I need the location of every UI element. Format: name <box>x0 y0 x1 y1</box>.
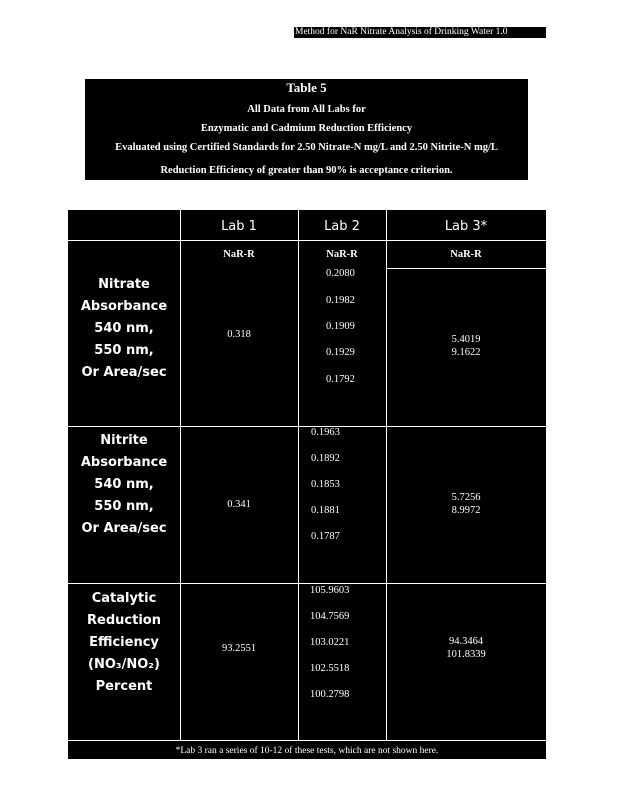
col-divider-2 <box>298 210 299 740</box>
row-label-line: 550 nm, <box>94 343 154 358</box>
efficiency-lab3-values <box>386 635 546 661</box>
row-label-line: Catalytic <box>91 591 157 606</box>
nitrite-lab3-value: 5.7256 <box>451 492 481 503</box>
running-header: Method for NaR Nitrate Analysis of Drinking Water 1.0 <box>294 27 546 38</box>
nitrate-lab2-value: 0.1982 <box>326 295 355 306</box>
efficiency-lab2-value: 102.5518 <box>310 663 350 674</box>
col-header-lab2: Lab 2 <box>324 219 360 234</box>
efficiency-lab2-value: 104.7569 <box>310 611 350 622</box>
table-footnote: *Lab 3 ran a series of 10-12 of these tests, which are not shown here. <box>175 746 439 756</box>
row-label-line: 540 nm, <box>94 477 154 492</box>
nitrite-lab3-values <box>386 491 546 517</box>
nitrate-lab2-value: 0.1792 <box>326 374 355 385</box>
row-label-line: Percent <box>95 679 153 694</box>
row-rule-2 <box>68 583 546 584</box>
nitrite-lab2-value: 0.1881 <box>311 505 340 516</box>
efficiency-lab3-value: 94.3464 <box>448 636 484 647</box>
row-label-nitrate <box>68 274 180 384</box>
nitrite-lab3-value: 8.9972 <box>451 505 481 516</box>
nitrite-lab2-value: 0.1853 <box>311 479 340 490</box>
efficiency-lab2-value: 100.2798 <box>310 689 350 700</box>
efficiency-lab3-value: 101.8339 <box>446 649 486 660</box>
row-label-line: Efficiency <box>89 635 159 650</box>
nitrate-lab3-value: 5.4019 <box>451 334 481 345</box>
nitrate-lab3-values <box>386 333 546 359</box>
row-label-line: Or Area/sec <box>81 365 167 380</box>
nitrite-lab2-value: 0.1892 <box>311 453 340 464</box>
row-label-nitrite <box>68 430 180 540</box>
row-label-line: (NO₃/NO₂) <box>88 657 160 672</box>
sub-header-lab3: NaR-R <box>450 249 482 260</box>
nitrate-lab2-value: 0.1909 <box>326 321 355 332</box>
col-header-lab3: Lab 3* <box>444 219 488 234</box>
row-label-line: Or Area/sec <box>81 521 167 536</box>
table-title-box <box>85 79 528 180</box>
row-rule-1 <box>68 426 546 427</box>
nitrate-lab2-value: 0.2080 <box>326 268 355 279</box>
title-line-2: Enzymatic and Cadmium Reduction Efficiency <box>200 123 413 134</box>
row-label-line: Nitrite <box>100 433 148 448</box>
footer-rule <box>68 740 546 741</box>
row-label-line: Nitrate <box>98 277 150 292</box>
efficiency-lab2-value: 103.0221 <box>310 637 350 648</box>
sub-header-lab1: NaR-R <box>223 249 255 260</box>
header-rule <box>68 240 546 241</box>
col-divider-1 <box>180 210 181 740</box>
row-label-line: 550 nm, <box>94 499 154 514</box>
row-label-line: Absorbance <box>80 455 168 470</box>
table-heading: Table 5 <box>286 80 327 95</box>
nitrate-lab3-value: 9.1622 <box>451 347 481 358</box>
nitrate-lab1-value: 0.318 <box>227 329 251 340</box>
row-label-line: Absorbance <box>80 299 168 314</box>
row-label-efficiency <box>68 588 180 698</box>
subheader-rule <box>386 268 546 269</box>
sub-header-lab2: NaR-R <box>326 249 358 260</box>
nitrite-lab2-value: 0.1963 <box>311 427 340 438</box>
row-label-line: Reduction <box>87 613 161 628</box>
nitrite-lab1-value: 0.341 <box>227 499 251 510</box>
nitrate-lab2-value: 0.1929 <box>326 347 355 358</box>
nitrite-lab2-value: 0.1787 <box>311 531 340 542</box>
title-line-4: Reduction Efficiency of greater than 90% is acceptance criterion. <box>160 165 453 176</box>
col-header-lab1: Lab 1 <box>221 219 257 234</box>
title-line-1: All Data from All Labs for <box>247 104 366 115</box>
efficiency-lab2-value: 105.9603 <box>310 585 350 596</box>
data-table <box>68 210 546 759</box>
efficiency-lab1-value: 93.2551 <box>221 643 257 654</box>
row-label-line: 540 nm, <box>94 321 154 336</box>
title-line-3: Evaluated using Certified Standards for 2.50 Nitrate-N mg/L and 2.50 Nitrite-N mg/L <box>115 142 498 153</box>
